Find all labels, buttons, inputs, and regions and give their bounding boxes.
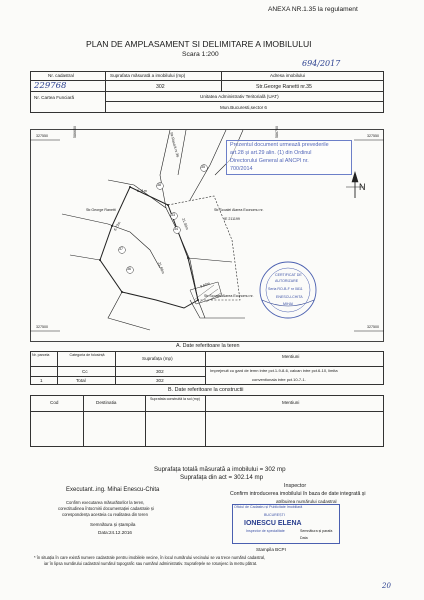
inspector-date-label: Data [300, 536, 308, 540]
executant-signature-label: Semnătura și ștampila [90, 522, 136, 527]
handwritten-reference: 694/2017 [302, 59, 341, 68]
cadastral-number: 229768 [34, 81, 67, 91]
executant-confirm: Confirm executarea măsurătorilor la teren, [66, 500, 145, 505]
scale-label: Scara 1:200 [182, 51, 219, 58]
footnote-line: * în situația în care există numere cadastrale pentru imobilele vecine, în locul numărului vecinului se va trece numărul cadastral, [34, 555, 266, 560]
point-label: 34 [174, 227, 178, 231]
dimension-3: 6.72m [113, 220, 122, 232]
coord-top-left: 327550 [36, 134, 48, 138]
executant-name: Executant..ing. Mihai Enescu-Chita [66, 487, 160, 493]
construction-notes-header: Mentiuni [282, 400, 300, 405]
annex-label: ANEXA NR.1.35 la regulament [268, 6, 358, 13]
seal-line: MIHAI [283, 302, 293, 306]
seal-line: CERTIFICAT DE [275, 273, 302, 277]
point-label: 35 [201, 165, 205, 169]
dimension-5: 9.60m [199, 281, 211, 289]
inspector-name: IONESCU ELENA [244, 520, 302, 527]
measured-area-value: 302 [156, 84, 165, 90]
point-label: 36 [127, 267, 131, 271]
executant-confirm: corectitudinea întocmirii documentației cadastrale și [58, 506, 154, 511]
legal-stamp-line: 700/2014 [230, 166, 253, 172]
footnote-line: iar în lipsa numărului cadastral numărul topografic sau numărul administrativ. Suprafețele se rotunjesc la metru pătrat. [44, 561, 258, 566]
north-label: N [359, 182, 366, 192]
x-coord-1: 586650 [73, 126, 77, 138]
coord-top-right: 327550 [367, 134, 379, 138]
land-table-row-divider [30, 376, 206, 385]
neighbor-right-label: Str.Scoalei Alarea Economu nr. [214, 208, 264, 212]
land-total-area: 302 [156, 378, 164, 383]
land-row-note: Imprejmuit cu gard de lemn intre pct.1-9-8-6, calcan intre pct.6-10, limita [210, 368, 338, 373]
coord-bottom-left: 327500 [36, 325, 48, 329]
neighbor-top-label: Str.Rasarit nr.36 [169, 131, 180, 158]
land-total-label: Total [76, 378, 86, 383]
legal-stamp-line: art.28 și art.29 alin. (1) din Ordinul [230, 150, 312, 156]
legal-stamp-line: Directorului General al ANCPI nr. [230, 158, 309, 164]
coord-bottom-right: 327500 [367, 325, 379, 329]
point-label: 37 [119, 247, 123, 251]
point-label: 33 [171, 213, 175, 217]
executant-confirm: corespondența acesteia cu realitatea din teren [62, 512, 148, 517]
inspector-stamp-label: Stampila BCPI [256, 547, 286, 552]
dimension-2: 21.09m [181, 217, 190, 231]
page-mark: 20 [382, 582, 391, 590]
section-b-title: B. Date referitoare la constructii [168, 387, 244, 393]
inspector-role: Inspector de specialitate [246, 529, 285, 533]
legal-stamp-line: Prezentul document urmează prevederile [230, 142, 329, 148]
construction-table-header-row [30, 395, 384, 412]
dimension-4: 21.68m [157, 261, 166, 275]
inspector-signature-label: Semnătura și parafa [300, 529, 333, 533]
section-a-title: A. Date referitoare la teren [176, 343, 240, 349]
x-coord-2: 586700 [275, 126, 279, 138]
neighbor-right-id: IE 211199 [224, 217, 240, 221]
inspector-confirm: Confirm introducerea imobilului în baza de date integrată și [230, 491, 366, 497]
cadastral-no-label: Nr. cadastral [48, 73, 74, 78]
land-row-area: 302 [156, 369, 164, 374]
inspector-office: Oficiul de Cadastru și Publicitate Imobiliară [234, 505, 303, 509]
parcel-nr-header: Nr. parcela [32, 353, 50, 357]
inspector-city: BUCUREȘTI [264, 513, 285, 517]
seal-line: ENESCU-CHITA [276, 295, 303, 299]
dimension-1: 6.11m [137, 189, 147, 193]
address-value: Str.George Ranetti nr.35 [256, 84, 312, 90]
inspector-confirm-2: atribuirea numărului cadastral [276, 499, 337, 504]
land-row-category: Cc [82, 369, 88, 374]
uat-value: Mun.Bucuresti,sector 6 [220, 105, 267, 110]
destination-header: Destinatia [96, 400, 117, 405]
land-book-label: Nr. Cartea Funciară [34, 95, 75, 100]
inspector-title: Inspector [284, 483, 307, 489]
deed-area: Suprafața din act = 302.14 mp [180, 474, 264, 481]
code-header: Cod [50, 400, 59, 405]
built-area-header: Suprafata construită la sol (mp) [150, 397, 200, 401]
category-header: Categoria de folosință [69, 353, 105, 357]
land-total-note: conventionala intre pct.10-7-1. [252, 377, 306, 382]
document-title: PLAN DE AMPLASAMENT SI DELIMITARE A IMOBILULUI [86, 39, 312, 49]
seal-line: AUTORIZARE [275, 279, 299, 283]
area-header: Suprafața (mp) [142, 356, 173, 361]
uat-label: Unitatea Administrativ Teritorială (UAT) [200, 94, 279, 99]
address-label: Adresa imobilului [270, 73, 305, 78]
executant-date: Data:24.12.2016 [98, 530, 132, 535]
measured-area-label: Suprafata măsurată a imobilului (mp) [110, 73, 186, 78]
notes-header: Mentiuni [282, 354, 300, 359]
total-measured-area: Suprafața totală măsurată a imobilului = 302 mp [154, 466, 286, 473]
street-label: Str.George Ranetti [86, 208, 116, 212]
neighbor-bottom-label: Str.Scoalei Alarea Economu nr. [204, 294, 254, 298]
seal-line: Seria RO-B-F nr 0811 [268, 287, 303, 291]
point-label: 38 [157, 183, 161, 187]
land-total-nr: 1 [40, 378, 43, 383]
